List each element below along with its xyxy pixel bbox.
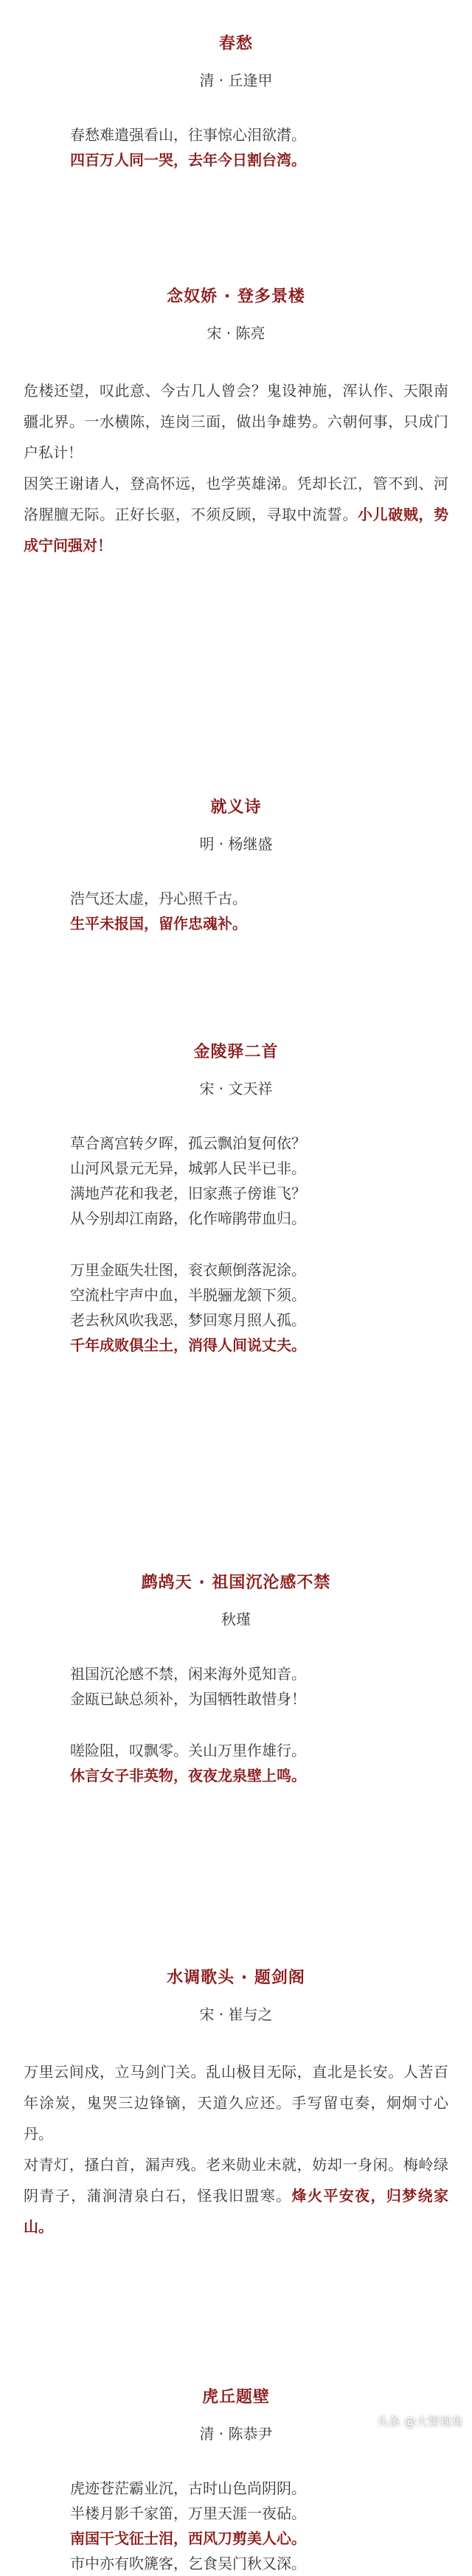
highlight-line: 生平未报国，留作忠魂补。	[70, 915, 247, 932]
stanza-group	[0, 1131, 472, 1358]
watermark: 头条 @大智视角	[376, 2415, 463, 2429]
poem	[0, 1039, 472, 1358]
poem-author: 宋 · 文天祥	[199, 1080, 273, 1097]
highlight-text: 烽火平安夜，归梦绕家山。	[24, 2187, 449, 2235]
poem-author: 宋 · 陈亮	[206, 324, 266, 342]
poem-body	[0, 1131, 472, 1358]
poem-body	[0, 375, 472, 561]
poem-title: 水调歌头 · 题剑阁	[167, 1969, 305, 1987]
stanza-group	[0, 886, 472, 936]
poem-body	[0, 2476, 472, 2576]
poem-body	[0, 886, 472, 936]
poem-author: 清 · 丘逢甲	[199, 71, 273, 89]
poem-title: 春愁	[218, 35, 253, 53]
poem-line: 空流杜宇声中血，半脱骊龙颔下须。	[70, 1286, 306, 1304]
poem-author: 明 · 杨继盛	[199, 835, 273, 853]
poem-paragraph	[0, 2056, 472, 2149]
poem	[0, 1965, 472, 2242]
poem-title: 鹧鸪天 · 祖国沉沦感不禁	[141, 1574, 331, 1592]
poem	[0, 1570, 472, 1788]
poem-line: 金瓯已缺总须补，为国牺牲敢惜身！	[70, 1690, 306, 1708]
highlight-line: 四百万人同一哭，去年今日割台湾。	[70, 151, 306, 169]
paragraph-text: 对青灯，搔白首，漏声残。老来勋业未就，妨却一身闲。梅岭绿阴青子，蒲涧清泉白石，怪我旧盟寒。	[24, 2156, 448, 2205]
poem-body	[0, 2056, 472, 2242]
poem-line: 半楼月影千家笛，万里天涯一夜砧。	[70, 2505, 306, 2522]
poem-title: 金陵驿二首	[193, 1043, 279, 1061]
poem-line: 浩气还太虚，丹心照千古。	[70, 890, 247, 907]
poem-paragraph	[0, 468, 472, 561]
poem-title: 念奴娇 · 登多景楼	[167, 287, 305, 306]
poem	[0, 31, 472, 172]
poem	[0, 284, 472, 561]
poem-line: 山河风景元无异，城郭人民半已非。	[70, 1159, 306, 1177]
poem-line: 老去秋风吹我恶，梦回寒月照人孤。	[70, 1311, 306, 1329]
poem-author: 秋瑾	[221, 1610, 251, 1628]
poem-line: 祖国沉沦感不禁，闲来海外觅知音。	[70, 1665, 306, 1683]
highlight-line: 千年成败俱尘土，消得人间说丈夫。	[70, 1336, 306, 1354]
stanza-gap	[70, 1231, 472, 1257]
paragraph-text: 因笑王谢诸人，登高怀远，也学英雄涕。凭却长江，管不到、河洛腥膻无际。正好长驱，不须反顾，寻取中流誓。	[24, 475, 448, 523]
poem-line: 草合离宫转夕晖，孤云飘泊复何依？	[70, 1134, 306, 1152]
poem-line: 春愁难遣强看山，往事惊心泪欲潸。	[70, 126, 306, 144]
paragraph-text: 万里云间戍，立马剑门关。乱山极目无际，直北是长安。人苦百年涂炭，鬼哭三边锋镝，天道久应还。手写留屯奏，炯炯寸心丹。	[24, 2063, 448, 2143]
poem-line: 万里金瓯失壮图，衮衣颠倒落泥涂。	[70, 1261, 306, 1279]
paragraph-text: 危楼还望，叹此意、今古几人曾会？鬼设神施，浑认作、天限南疆北界。一水横陈，连岗三面，做出争雄势。六朝何事，只成门户私计！	[24, 382, 448, 461]
stanza-group	[0, 1661, 472, 1788]
poem-line: 嗟险阻，叹飘零。关山万里作雄行。	[70, 1742, 306, 1759]
highlight-line: 南国干戈征士泪，西风刀剪美人心。	[70, 2530, 306, 2547]
poem	[0, 795, 472, 936]
stanza-group	[0, 122, 472, 172]
poem-body	[0, 122, 472, 172]
poem-author: 清 · 陈恭尹	[199, 2425, 273, 2443]
highlight-text: 小儿破贼，势成宁问强对！	[24, 506, 449, 554]
stanza-group	[0, 2476, 472, 2576]
poem-author: 宋 · 崔与之	[199, 2006, 273, 2023]
poem-line: 从今别却江南路，化作啼鹃带血归。	[70, 1210, 306, 1227]
poem-title: 虎丘题壁	[201, 2388, 270, 2406]
poem-paragraph	[0, 2149, 472, 2242]
poem-line: 市中亦有吹篪客，乞食吴门秋又深。	[70, 2555, 306, 2572]
stanza-gap	[70, 1711, 472, 1738]
highlight-line: 休言女子非英物，夜夜龙泉壁上鸣。	[70, 1767, 306, 1784]
poem-paragraph	[0, 375, 472, 468]
poem-title: 就义诗	[210, 798, 262, 817]
poem-line: 虎迹苍茫霸业沉，古时山色尚阴阴。	[70, 2479, 306, 2497]
poem-body	[0, 1661, 472, 1788]
poem-line: 满地芦花和我老，旧家燕子傍谁飞？	[70, 1184, 306, 1202]
